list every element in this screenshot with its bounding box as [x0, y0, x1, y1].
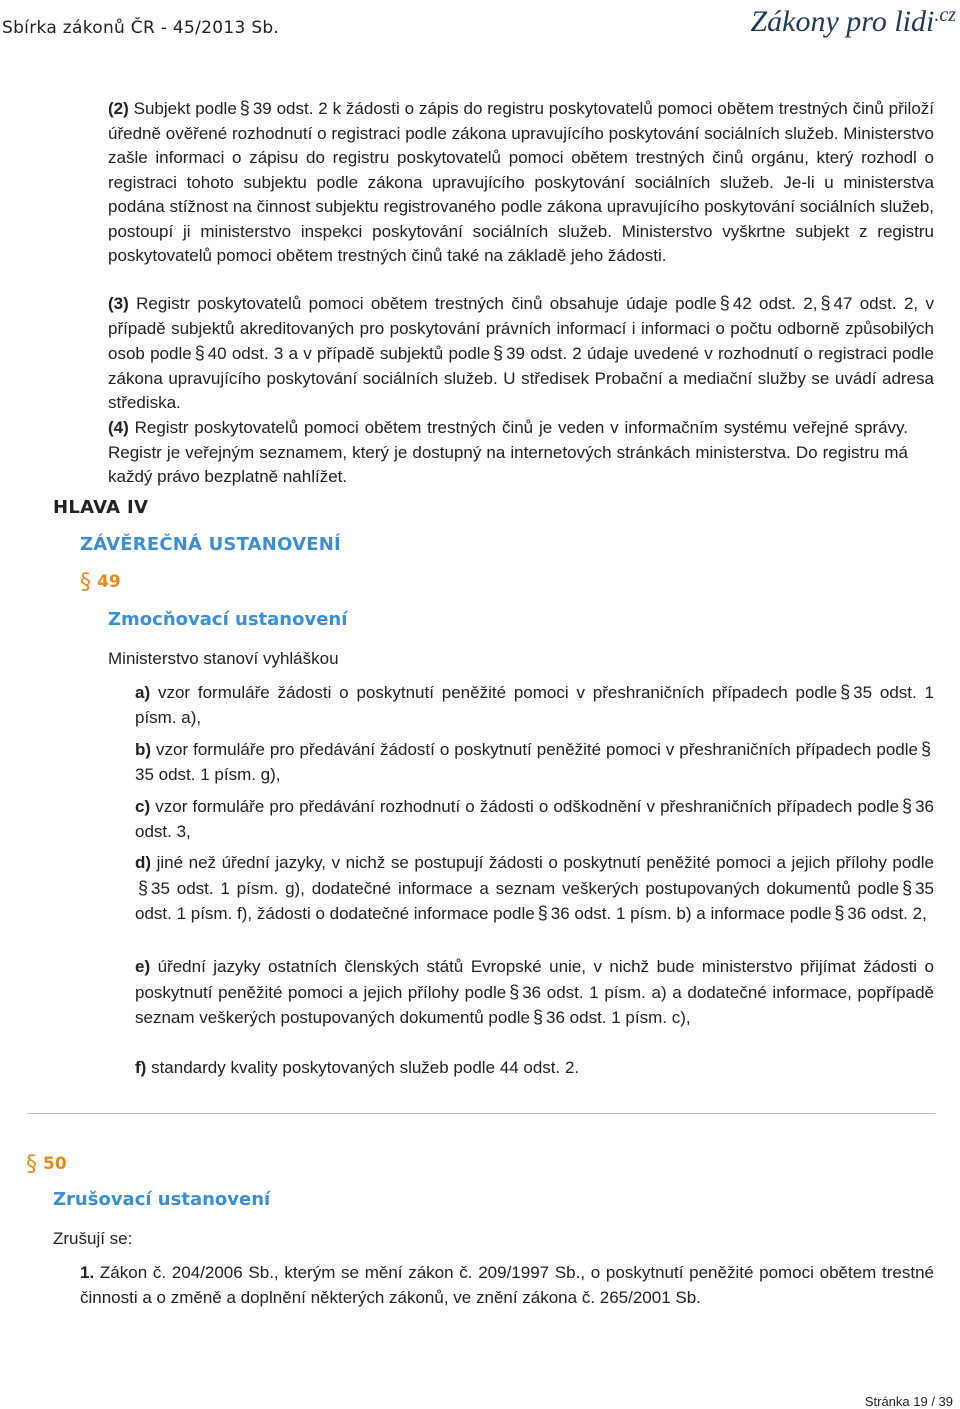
list-item-b	[135, 737, 934, 787]
list-item-d	[135, 851, 934, 927]
repeal-item-1	[80, 1261, 934, 1310]
item-letter: b)	[135, 740, 152, 759]
item-text: 35 odst. 1 písm. g), dodatečné informace a seznam veškerých postupovaných dokumentů podle	[151, 878, 900, 898]
list-item-c	[135, 794, 934, 844]
item-letter: c)	[135, 797, 151, 816]
item-text: 36 odst. 2,	[847, 904, 927, 923]
paragraph-2	[108, 96, 934, 269]
list-item-e	[135, 955, 934, 1031]
paragraph-text: 39 odst. 2 údaje uvedené v rozhodnutí o registraci podle zákona upravujícího poskytování sociálních služeb. U středisek Probační a mediační služby se uvádí adresa střediska.	[108, 344, 934, 412]
section-number: 49	[97, 572, 121, 592]
item-text: 36 odst. 3,	[135, 797, 934, 841]
paragraph-text: Registr poskytovatelů pomoci obětem trestných činů obsahuje údaje podle	[136, 294, 717, 313]
item-letter: f)	[135, 1058, 147, 1077]
zakony-pro-lidi-logo[interactable]	[750, 4, 956, 39]
section-50-intro: Zrušují se:	[53, 1229, 133, 1248]
paragraph-text: Subjekt podle	[133, 99, 237, 118]
section-symbol: §	[493, 343, 504, 363]
section-symbol-icon: §	[26, 1152, 37, 1177]
paragraph-3	[108, 291, 934, 416]
page-header	[0, 0, 960, 44]
section-symbol: §	[537, 903, 548, 923]
paragraph-text: Registr poskytovatelů pomoci obětem trestných činů je veden v informačním systému veřejné správy. Registr je veřejným seznamem, který je dostupný na internetových stránkách ministerstva. Do registru má každý právo bezplatně nahlížet.	[108, 418, 908, 486]
section-number: 50	[43, 1154, 67, 1174]
section-49-number[interactable]	[80, 570, 121, 595]
section-symbol-icon: §	[80, 570, 91, 595]
logo-text: Zákony pro lidi	[750, 5, 935, 38]
paragraph-text: 39 odst. 2 k žádosti o zápis do registru poskytovatelů pomoci obětem trestných činů přiloží úředně ověřené rozhodnutí o registraci podle zákona upravujícího poskytování sociálních služeb. Ministerstvo zašle informaci o zápisu do registru poskytovatelů pomoci obětem trestných činů orgánu, který rozhodl o registraci tohoto subjektu podle zákona upravujícího poskytování sociálních služeb. Je-li u ministerstva podána stížnost na činnost subjektu registrovaného podle zákona upravujícího poskytování sociálních služeb, postoupí ji ministerstvo inspekci poskytování sociálních služeb. Ministerstvo vyškrtne subjekt z registru poskytovatelů pomoci obětem trestných činů také na základě jeho žádosti.	[108, 99, 934, 265]
item-text: 35 odst. 1 písm. f), žádosti o dodatečné informace podle	[135, 878, 934, 923]
item-letter: e)	[135, 957, 151, 976]
document-title: Sbírka zákonů ČR - 45/2013 Sb.	[2, 18, 280, 38]
section-50-number[interactable]	[26, 1152, 67, 1177]
section-symbol: §	[902, 796, 913, 816]
section-symbol: §	[840, 682, 851, 702]
paragraph-4	[108, 416, 908, 490]
item-text: vzor formuláře pro předávání žádostí o poskytnutí peněžité pomoci v přeshraničních případech podle	[156, 740, 918, 759]
item-number: 1.	[80, 1263, 95, 1282]
item-text: 36 odst. 1 písm. b) a informace podle	[550, 904, 832, 923]
list-item-f	[135, 1056, 934, 1081]
section-50-heading: Zrušovací ustanovení	[53, 1189, 271, 1210]
part-title: ZÁVĚREČNÁ USTANOVENÍ	[80, 534, 341, 555]
hlava-heading: HLAVA IV	[53, 497, 149, 518]
item-text: 36 odst. 1 písm. c),	[546, 1008, 691, 1027]
section-symbol: §	[138, 877, 149, 898]
item-text: standardy kvality poskytovaných služeb podle 44 odst. 2.	[151, 1058, 580, 1077]
paragraph-number: (2)	[108, 99, 129, 118]
section-symbol: §	[194, 343, 205, 363]
section-symbol: §	[902, 877, 913, 898]
item-text: 36 odst. 1 písm. a) a dodatečné informace, popřípadě seznam veškerých postupovaných dokumentů podle	[135, 982, 934, 1027]
item-text: Zákon č. 204/2006 Sb., kterým se mění zákon č. 209/1997 Sb., o poskytnutí peněžité pomoci obětem trestné činnosti a o změně a doplnění některých zákonů, ve znění zákona č. 265/2001 Sb.	[80, 1263, 934, 1307]
section-symbol: §	[920, 739, 931, 759]
section-symbol: §	[719, 293, 730, 313]
item-letter: a)	[135, 683, 151, 702]
item-text: 35 odst. 1 písm. a),	[135, 683, 934, 727]
item-letter: d)	[135, 853, 152, 872]
paragraph-number: (4)	[108, 418, 129, 437]
item-text: úřední jazyky ostatních členských států Evropské unie, v nichž bude ministerstvo přijímat žádosti o poskytnutí peněžité pomoci a jejich přílohy podle	[135, 957, 934, 1002]
section-49-intro: Ministerstvo stanoví vyhláškou	[108, 649, 339, 668]
section-49-heading: Zmocňovací ustanovení	[108, 609, 348, 630]
section-ref-link[interactable]: 42 odst. 2,	[732, 294, 818, 313]
section-symbol: §	[820, 293, 831, 313]
item-text: 35 odst. 1 písm. g),	[135, 764, 281, 784]
paragraph-number: (3)	[108, 294, 129, 313]
item-text: jiné než úřední jazyky, v nichž se postupují žádosti o poskytnutí peněžité pomoci a jejich přílohy podle	[156, 853, 934, 872]
section-symbol: §	[834, 903, 845, 923]
section-symbol: §	[509, 981, 520, 1002]
logo-tld: .cz	[934, 4, 956, 26]
paragraph-text: 47 odst. 2, v případě subjektů akreditovaných pro poskytování právních informací i informaci o počtu odborně způsobilých osob podle	[108, 294, 934, 363]
paragraph-text: 40 odst. 3 a v případě subjektů podle	[207, 344, 491, 363]
page-number: Stránka 19 / 39	[864, 1394, 953, 1409]
item-text: vzor formuláře žádosti o poskytnutí peněžité pomoci v přeshraničních případech podle	[157, 683, 838, 702]
item-text: vzor formuláře pro předávání rozhodnutí o žádosti o odškodnění v přeshraničních případech podle	[155, 797, 900, 816]
list-item-a	[135, 680, 934, 730]
section-divider	[27, 1113, 935, 1114]
section-symbol: §	[239, 98, 250, 118]
section-symbol: §	[533, 1007, 544, 1027]
